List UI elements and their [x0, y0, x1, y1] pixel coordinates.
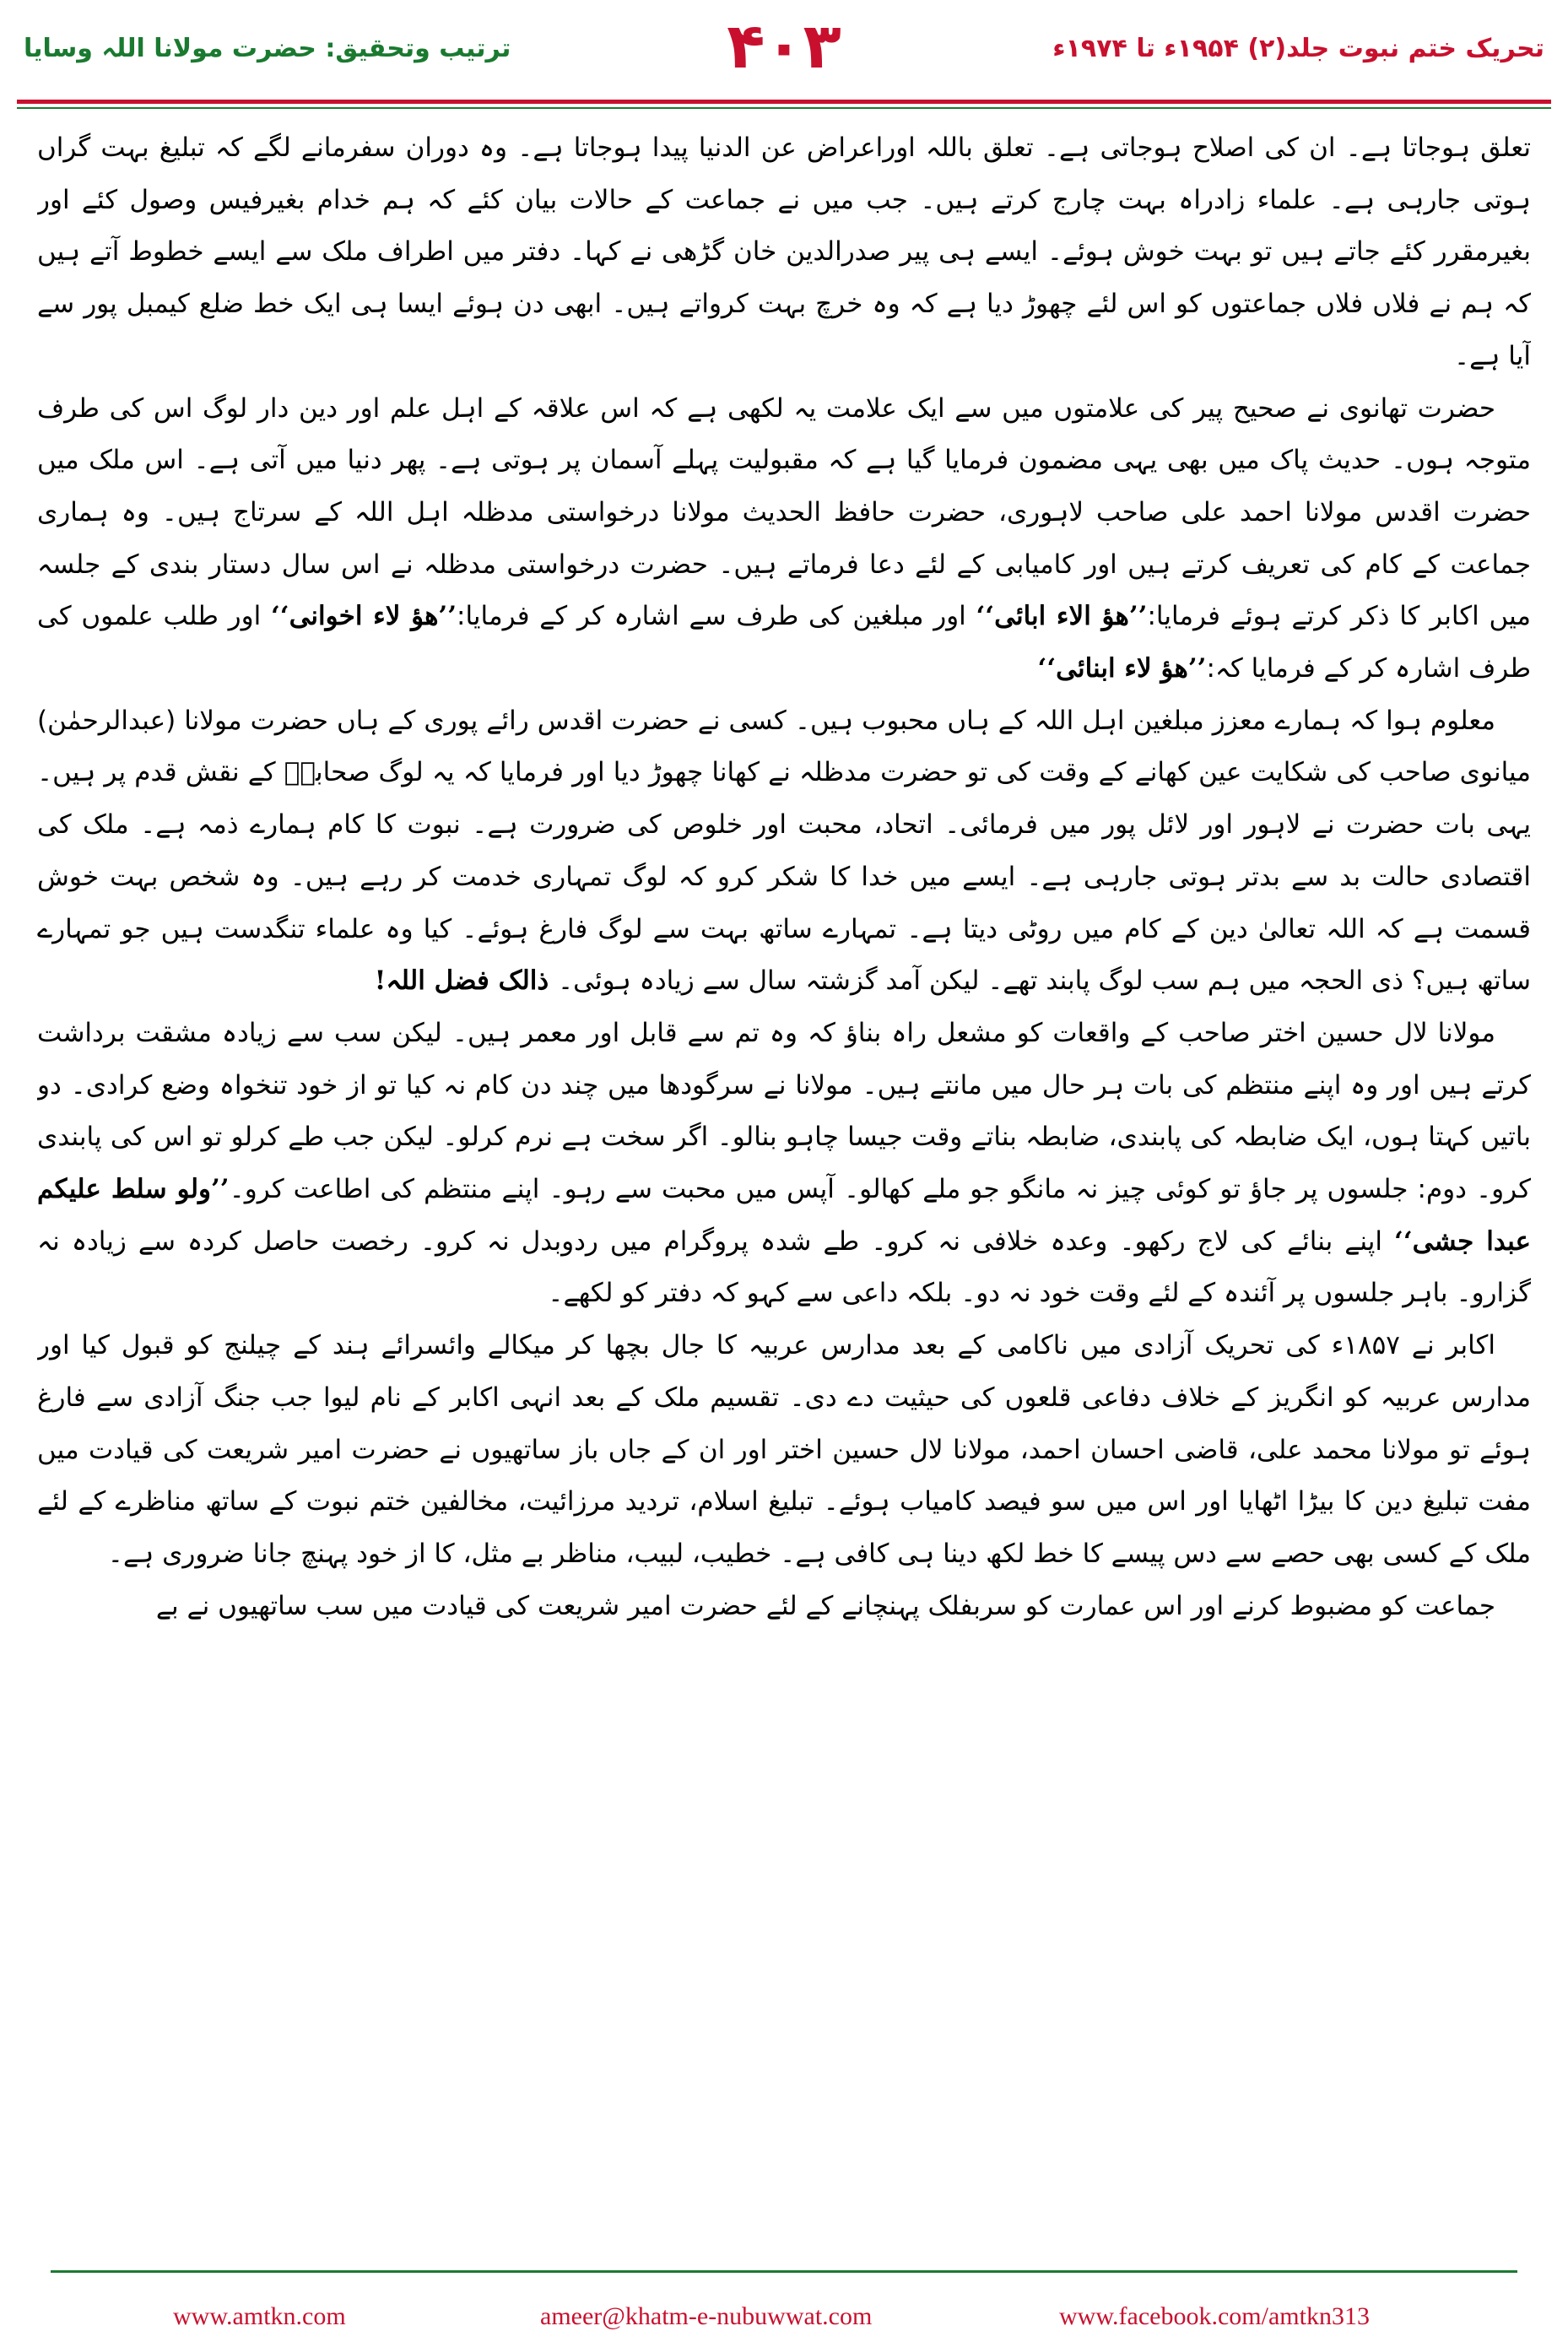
facebook-link[interactable]: www.facebook.com/amtkn313 [1059, 2302, 1370, 2330]
paragraph-4-text-b: اپنے بنائے کی لاج رکھو۔ وعدہ خلافی نہ کرو۔ طے شدہ پروگرام میں ردوبدل نہ کرو۔ رخصت حاصل کردہ سے زیادہ نہ گزارو۔ باہر جلسوں پر آئندہ کے لئے وقت خود نہ دو۔ بلکہ داعی سے کہو کہ دفتر کو لکھے۔ [37, 1225, 1531, 1309]
paragraph-2-text: حضرت تھانوی نے صحیح پیر کی علامتوں میں سے ایک علامت یہ لکھی ہے کہ اس علاقہ کے اہل علم اور دین دار لوگ اس کی طرف متوجہ ہوں۔ حدیث پاک میں بھی یہی مضمون فرمایا گیا ہے کہ مقبولیت پہلے آسمان پر ہوتی ہے۔ پھر دنیا میں آتی ہے۔ اس ملک میں حضرت اقدس مولانا احمد علی صاحب لاہوری، حضرت حافظ الحدیث مولانا درخواستی مدظلہ اہل اللہ کے سرتاج ہیں۔ وہ ہماری جماعت کے کام کی تعریف کرتے ہیں اور کامیابی کے لئے دعا فرماتے ہیں۔ حضرت درخواستی مدظلہ نے اس سال دستار بندی کے جلسہ میں اکابر کا ذکر کرتے ہوئے فرمایا: [37, 392, 1531, 632]
paragraph-5: اکابر نے ۱۸۵۷ء کی تحریک آزادی میں ناکامی کے بعد مدارس عربیہ کا جال بچھا کر میکالے وائسرائے ہند کے چیلنج کو قبول کیا اور مدارس عربیہ کو انگریز کے خلاف دفاعی قلعوں کی حیثیت دے دی۔ تقسیم ملک کے بعد انہی اکابر کے نام لیوا جب جنگ آزادی سے فارغ ہوئے تو مولانا محمد علی، قاضی احسان احمد، مولانا لال حسین اختر اور ان کے جاں باز ساتھیوں نے حضرت امیر شریعت کی قیادت میں مفت تبلیغ دین کا بیڑا اٹھایا اور اس میں سو فیصد کامیاب ہوئے۔ تبلیغ اسلام، تردید مرزائیت، مخالفین ختم نبوت کے ساتھ مناظرے کے لئے ملک کے کسی بھی حصے سے دس پیسے کا خط لکھ دینا ہی کافی ہے۔ خطیب، لبیب، مناظر بے مثل، کا از خود پہنچ جانا ضروری ہے۔ [37, 1330, 1531, 1569]
page-body [37, 122, 1531, 2237]
paragraph-4-text: مولانا لال حسین اختر صاحب کے واقعات کو مشعل راہ بناؤ کہ وہ تم سے قابل اور معمر ہیں۔ لیکن سب سے زیادہ مشقت برداشت کرتے ہیں اور وہ اپنے منتظم کی بات ہر حال میں مانتے ہیں۔ مولانا نے سرگودھا میں چند دن کام نہ کیا تو از خود تنخواہ وضع کرادی۔ دو باتیں کہتا ہوں، ایک ضابطہ کی پابندی، ضابطہ بناتے وقت جیسا چاہو بنالو۔ اگر سخت ہے نرم کرلو۔ لیکن جب طے کرلو تو اس کی پابندی کرو۔ دوم: جلسوں پر جاؤ تو کوئی چیز نہ مانگو جو ملے کھالو۔ آپس میں محبت سے رہو۔ اپنے منتظم کی اطاعت کرو۔ [37, 1017, 1531, 1205]
header-book-title: تحریک ختم نبوت جلد(۲) ۱۹۵۴ء تا ۱۹۷۴ء [1052, 34, 1544, 63]
paragraph-4 [37, 1008, 1531, 1320]
arabic-phrase: ذالک فضل اللہ! [374, 965, 558, 997]
page-header [0, 0, 1568, 127]
paragraph-2 [37, 383, 1531, 695]
arabic-quote-1: ’’ھؤ الاء ابائی‘‘ [976, 601, 1148, 632]
website-link[interactable]: www.amtkn.com [173, 2302, 346, 2330]
paragraph-3-text: معلوم ہوا کہ ہمارے معزز مبلغین اہل اللہ کے ہاں محبوب ہیں۔ کسی نے حضرت اقدس رائے پوری کے ہاں حضرت مولانا (عبدالرحمٰن) میانوی صاحب کی شکایت عین کھانے کے وقت کی تو حضرت مدظلہ نے کھانا چھوڑ دیا اور فرمایا کہ یہ لوگ صحابہؓ کے نقش قدم پر ہیں۔ یہی بات حضرت نے لاہور اور لائل پور میں فرمائی۔ اتحاد، محبت اور خلوص کی ضرورت ہے۔ نبوت کا کام ہمارے ذمہ ہے۔ ملک کی اقتصادی حالت بد سے بدتر ہوتی جارہی ہے۔ ایسے میں خدا کا شکر کرو کہ لوگ تمہاری خدمت کر رہے ہیں۔ وہ شخص بہت خوش قسمت ہے کہ اللہ تعالیٰ دین کے کام میں روٹی دیتا ہے۔ تمہارے ساتھ بہت سے لوگ فارغ ہوئے۔ کیا وہ علماء تنگدست ہیں جو تمہارے ساتھ ہیں؟ ذی الحجہ میں ہم سب لوگ پابند تھے۔ لیکن آمد گزشتہ سال سے زیادہ ہوئی۔ [37, 705, 1531, 997]
paragraph-3 [37, 695, 1531, 1008]
footer-divider [51, 2270, 1517, 2273]
page-footer [0, 2270, 1568, 2342]
header-compiler: ترتیب وتحقیق: حضرت مولانا اللہ وسایا [24, 34, 511, 63]
arabic-quote-4: ’’ولو سلط علیکم عبدا جشی‘‘ [37, 1174, 1531, 1257]
email-link[interactable]: ameer@khatm-e-nubuwwat.com [540, 2302, 873, 2330]
arabic-quote-3: ’’ھؤ لاء ابنائی‘‘ [1037, 653, 1207, 684]
header-divider [17, 100, 1551, 104]
paragraph-6: جماعت کو مضبوط کرنے اور اس عمارت کو سربفلک پہنچانے کے لئے حضرت امیر شریعت کی قیادت میں سب ساتھیوں نے بے [155, 1590, 1495, 1621]
paragraph-1: تعلق ہوجاتا ہے۔ ان کی اصلاح ہوجاتی ہے۔ تعلق باللہ اوراعراض عن الدنیا پیدا ہوجاتا ہے۔ وہ دوران سفرمانے لگے کہ تبلیغ بہت گراں ہوتی جارہی ہے۔ علماء زادراہ بہت چارج کرتے ہیں۔ جب میں نے جماعت کے حالات بیان کئے کہ ہم خدام بغیرفیس وصول کئے اور بغیرمقرر کئے جاتے ہیں تو بہت خوش ہوئے۔ ایسے ہی پیر صدرالدین خان گڑھی نے کہا۔ دفتر میں اطراف ملک سے ایسے خطوط آتے ہیں کہ ہم نے فلاں فلاں جماعتوں کو اس لئے چھوڑ دیا ہے کہ وہ خرچ بہت کرواتے ہیں۔ ابھی دن ہوئے ایسا ہی ایک خط ضلع کیمبل پور سے آیا ہے۔ [37, 133, 1531, 371]
page-number: ۴۰۳ [727, 10, 841, 83]
paragraph-2-text-c: اور طلب علموں کی طرف اشارہ کر کے فرمایا کہ: [37, 601, 1531, 684]
arabic-quote-2: ’’ھؤ لاء اخوانی‘‘ [270, 601, 457, 632]
paragraph-2-text-b: اور مبلغین کی طرف سے اشارہ کر کے فرمایا: [457, 601, 976, 632]
header-divider-secondary [17, 107, 1551, 109]
